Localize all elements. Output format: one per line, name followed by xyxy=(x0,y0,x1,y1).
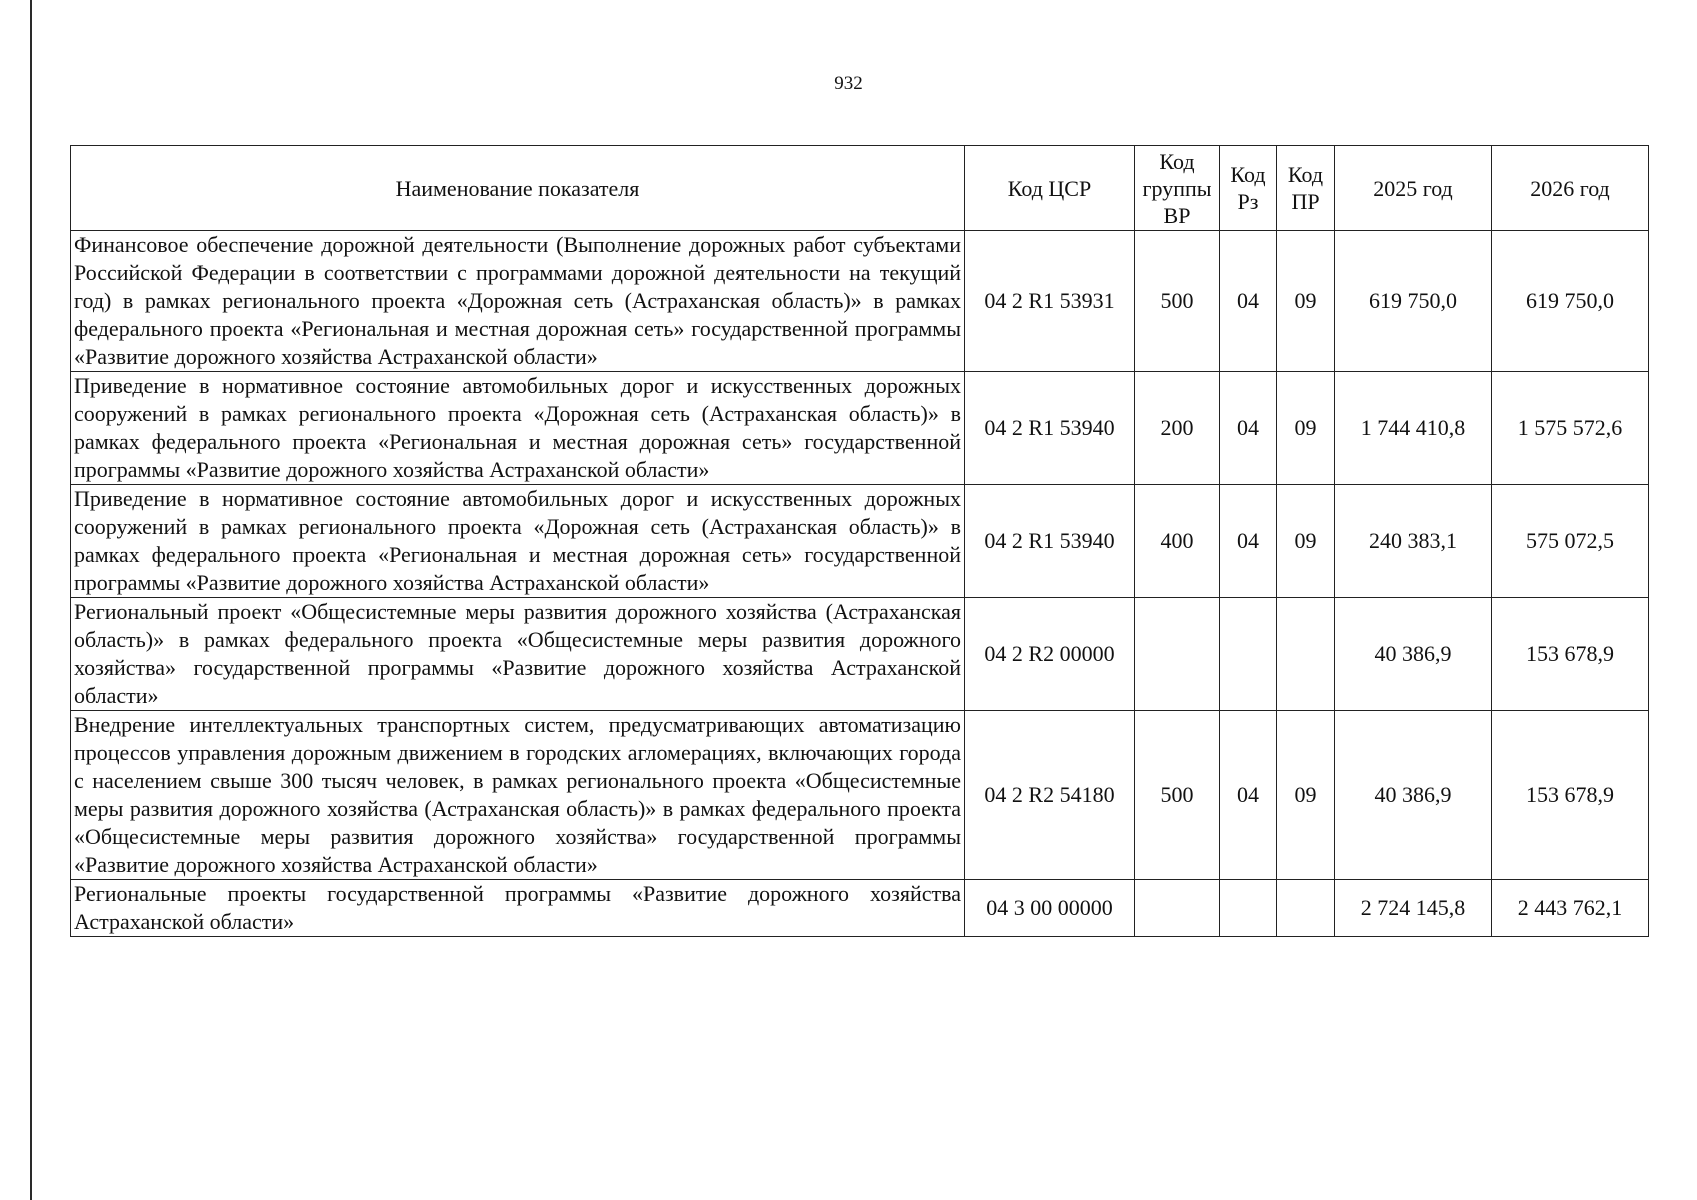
cell-rz: 04 xyxy=(1220,711,1277,880)
budget-table xyxy=(70,145,1649,937)
table-row xyxy=(71,485,1649,598)
cell-name: Приведение в нормативное состояние автомобильных дорог и искусственных дорожных сооружений в рамках регионального проекта «Дорожная сеть (Астраханская область)» в рамках федерального проекта «Региональная и местная дорожная сеть» государственной программы «Развитие дорожного хозяйства Астраханской области» xyxy=(71,485,965,598)
cell-2026: 2 443 762,1 xyxy=(1492,880,1649,937)
cell-pr: 09 xyxy=(1277,711,1335,880)
cell-vr: 400 xyxy=(1135,485,1220,598)
table-row xyxy=(71,372,1649,485)
cell-name: Приведение в нормативное состояние автомобильных дорог и искусственных дорожных сооружений в рамках регионального проекта «Дорожная сеть (Астраханская область)» в рамках федерального проекта «Региональная и местная дорожная сеть» государственной программы «Развитие дорожного хозяйства Астраханской области» xyxy=(71,372,965,485)
header-2025: 2025 год xyxy=(1335,146,1492,231)
cell-name: Региональные проекты государственной программы «Развитие дорожного хозяйства Астраханской области» xyxy=(71,880,965,937)
header-row xyxy=(71,146,1649,231)
cell-2026: 153 678,9 xyxy=(1492,598,1649,711)
cell-2025: 1 744 410,8 xyxy=(1335,372,1492,485)
page-number: 932 xyxy=(834,73,863,94)
cell-pr: 09 xyxy=(1277,372,1335,485)
cell-pr: 09 xyxy=(1277,485,1335,598)
header-pr: Код ПР xyxy=(1277,146,1335,231)
header-rz: Код Рз xyxy=(1220,146,1277,231)
cell-2025: 40 386,9 xyxy=(1335,711,1492,880)
cell-vr: 500 xyxy=(1135,231,1220,372)
cell-csr: 04 2 R2 00000 xyxy=(965,598,1135,711)
cell-csr: 04 2 R1 53931 xyxy=(965,231,1135,372)
cell-2026: 575 072,5 xyxy=(1492,485,1649,598)
cell-name: Финансовое обеспечение дорожной деятельности (Выполнение дорожных работ субъектами Российской Федерации в соответствии с программами дорожной деятельности на текущий год) в рамках регионального проекта «Дорожная сеть (Астраханская область)» в рамках федерального проекта «Региональная и местная дорожная сеть» государственной программы «Развитие дорожного хозяйства Астраханской области» xyxy=(71,231,965,372)
cell-vr: 500 xyxy=(1135,711,1220,880)
cell-csr: 04 2 R2 54180 xyxy=(965,711,1135,880)
cell-csr: 04 2 R1 53940 xyxy=(965,485,1135,598)
cell-pr xyxy=(1277,880,1335,937)
cell-2026: 1 575 572,6 xyxy=(1492,372,1649,485)
cell-vr: 200 xyxy=(1135,372,1220,485)
header-csr: Код ЦСР xyxy=(965,146,1135,231)
cell-rz: 04 xyxy=(1220,231,1277,372)
cell-rz xyxy=(1220,880,1277,937)
header-vr: Код группы ВР xyxy=(1135,146,1220,231)
cell-csr: 04 2 R1 53940 xyxy=(965,372,1135,485)
cell-name: Региональный проект «Общесистемные меры развития дорожного хозяйства (Астраханская область)» в рамках федерального проекта «Общесистемные меры развития дорожного хозяйства» государственной программы «Развитие дорожного хозяйства Астраханской области» xyxy=(71,598,965,711)
cell-rz xyxy=(1220,598,1277,711)
binding-line xyxy=(30,0,32,1200)
cell-2026: 619 750,0 xyxy=(1492,231,1649,372)
cell-csr: 04 3 00 00000 xyxy=(965,880,1135,937)
cell-2025: 2 724 145,8 xyxy=(1335,880,1492,937)
cell-2026: 153 678,9 xyxy=(1492,711,1649,880)
header-name: Наименование показателя xyxy=(71,146,965,231)
cell-pr xyxy=(1277,598,1335,711)
cell-2025: 40 386,9 xyxy=(1335,598,1492,711)
cell-vr xyxy=(1135,598,1220,711)
table-row xyxy=(71,711,1649,880)
cell-rz: 04 xyxy=(1220,372,1277,485)
table-row xyxy=(71,231,1649,372)
cell-pr: 09 xyxy=(1277,231,1335,372)
header-2026: 2026 год xyxy=(1492,146,1649,231)
cell-vr xyxy=(1135,880,1220,937)
table-row xyxy=(71,598,1649,711)
cell-2025: 240 383,1 xyxy=(1335,485,1492,598)
cell-2025: 619 750,0 xyxy=(1335,231,1492,372)
table-row xyxy=(71,880,1649,937)
cell-name: Внедрение интеллектуальных транспортных систем, предусматривающих автоматизацию процессов управления дорожным движением в городских агломерациях, включающих города с населением свыше 300 тысяч человек, в рамках регионального проекта «Общесистемные меры развития дорожного хозяйства (Астраханская область)» в рамках федерального проекта «Общесистемные меры развития дорожного хозяйства» государственной программы «Развитие дорожного хозяйства Астраханской области» xyxy=(71,711,965,880)
cell-rz: 04 xyxy=(1220,485,1277,598)
